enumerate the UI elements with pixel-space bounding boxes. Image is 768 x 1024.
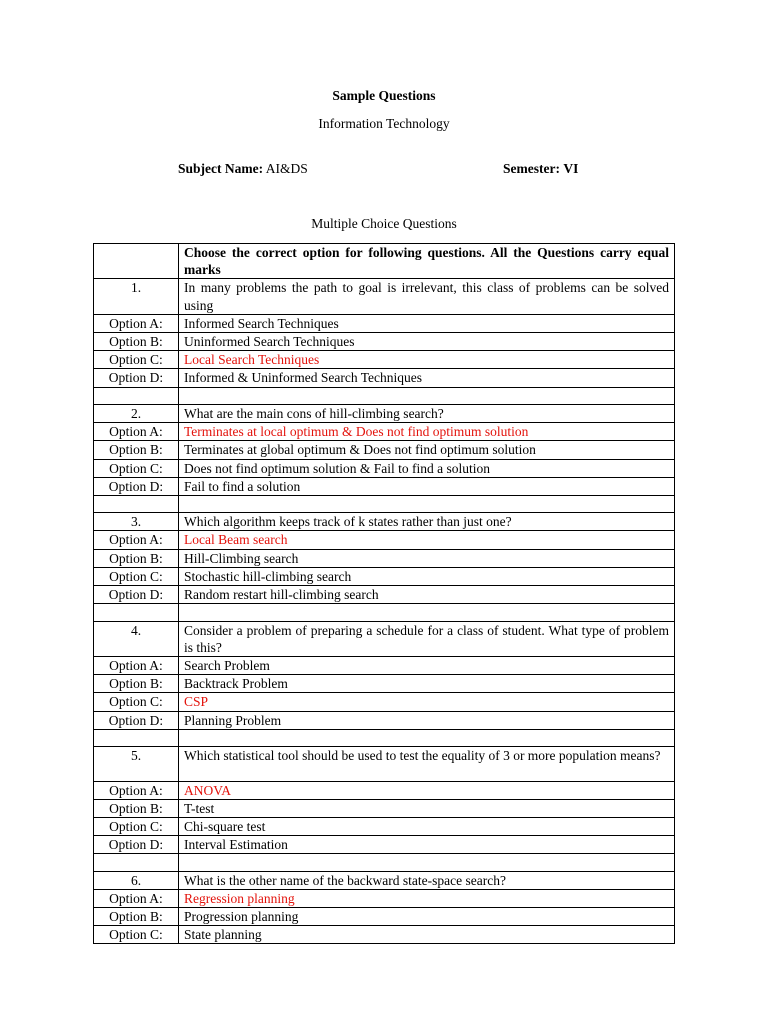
row-text: Local Beam search [179,531,675,549]
row-label: Option B: [94,799,179,817]
row-text: Backtrack Problem [179,675,675,693]
row-text: CSP [179,693,675,711]
row-label [94,854,179,871]
row-text: T-test [179,799,675,817]
row-label [94,604,179,621]
row-text: Stochastic hill-climbing search [179,567,675,585]
question-row [94,279,675,314]
question-text: Which statistical tool should be used to test the equality of 3 or more population means? [179,747,675,782]
option-row [94,656,675,674]
row-label: 2. [94,404,179,422]
row-text [179,604,675,621]
row-label [94,244,179,279]
correct-option-row [94,693,675,711]
section-heading: Multiple Choice Questions [311,216,457,231]
question-row [94,513,675,531]
spacer-row [94,729,675,746]
question-text: Consider a problem of preparing a schedule for a class of student. What type of problem is this? [179,621,675,656]
spacer-row [94,854,675,871]
option-row [94,441,675,459]
semester-line [503,161,578,177]
instruction-row [94,244,675,279]
option-row [94,799,675,817]
row-text: Informed & Uninformed Search Techniques [179,369,675,387]
row-label: Option C: [94,693,179,711]
row-label: Option B: [94,333,179,351]
row-text [179,387,675,404]
row-text: Hill-Climbing search [179,549,675,567]
row-label: Option B: [94,908,179,926]
spacer-row [94,604,675,621]
option-row [94,836,675,854]
row-text: Regression planning [179,889,675,907]
semester-value: VI [563,161,579,176]
row-text: State planning [179,926,675,944]
row-label [94,387,179,404]
row-label: Option A: [94,314,179,332]
correct-option-row [94,423,675,441]
option-row [94,567,675,585]
row-text: Search Problem [179,656,675,674]
row-label: Option A: [94,656,179,674]
option-row [94,333,675,351]
row-label [94,729,179,746]
question-text: What are the main cons of hill-climbing search? [179,404,675,422]
row-text [179,495,675,512]
question-text: What is the other name of the backward state-space search? [179,871,675,889]
row-text: ANOVA [179,781,675,799]
row-label [94,495,179,512]
correct-option-row [94,351,675,369]
row-text [179,854,675,871]
row-label: 4. [94,621,179,656]
option-row [94,817,675,835]
option-row [94,711,675,729]
row-text: Chi-square test [179,817,675,835]
row-label: 1. [94,279,179,314]
row-text [179,729,675,746]
question-row [94,747,675,782]
department-name: Information Technology [318,116,450,131]
option-row [94,459,675,477]
row-label: Option A: [94,781,179,799]
row-label: 3. [94,513,179,531]
instruction-text: Choose the correct option for following questions. All the Questions carry equal marks [179,244,675,279]
option-row [94,314,675,332]
option-row [94,477,675,495]
question-text: Which algorithm keeps track of k states rather than just one? [179,513,675,531]
option-row [94,908,675,926]
row-label: Option D: [94,586,179,604]
correct-option-row [94,781,675,799]
row-label: Option B: [94,675,179,693]
subject-value: AI&DS [265,161,308,176]
row-label: Option D: [94,836,179,854]
document-title: Sample Questions [332,88,436,103]
row-label: Option B: [94,441,179,459]
question-text: In many problems the path to goal is irrelevant, this class of problems can be solved using [179,279,675,314]
row-text: Random restart hill-climbing search [179,586,675,604]
subject-label: Subject Name: [178,161,264,176]
row-text: Planning Problem [179,711,675,729]
option-row [94,926,675,944]
spacer-row [94,387,675,404]
row-label: Option D: [94,711,179,729]
row-label: 5. [94,747,179,782]
row-label: Option A: [94,531,179,549]
row-text: Informed Search Techniques [179,314,675,332]
correct-option-row [94,531,675,549]
semester-label: Semester: [503,161,560,176]
row-label: Option C: [94,567,179,585]
row-label: Option D: [94,477,179,495]
row-label: Option D: [94,369,179,387]
row-text: Local Search Techniques [179,351,675,369]
option-row [94,549,675,567]
row-label: 6. [94,871,179,889]
row-label: Option A: [94,889,179,907]
question-row [94,404,675,422]
row-text: Fail to find a solution [179,477,675,495]
row-label: Option C: [94,817,179,835]
question-row [94,621,675,656]
questions-table-body [94,244,675,944]
row-label: Option C: [94,926,179,944]
questions-table [93,243,675,944]
row-text: Progression planning [179,908,675,926]
option-row [94,369,675,387]
row-text: Uninformed Search Techniques [179,333,675,351]
option-row [94,586,675,604]
row-text: Terminates at local optimum & Does not find optimum solution [179,423,675,441]
subject-line [178,161,308,177]
option-row [94,675,675,693]
question-row [94,871,675,889]
spacer-row [94,495,675,512]
row-text: Terminates at global optimum & Does not find optimum solution [179,441,675,459]
row-label: Option B: [94,549,179,567]
correct-option-row [94,889,675,907]
row-label: Option C: [94,351,179,369]
row-text: Does not find optimum solution & Fail to find a solution [179,459,675,477]
row-text: Interval Estimation [179,836,675,854]
row-label: Option A: [94,423,179,441]
row-label: Option C: [94,459,179,477]
